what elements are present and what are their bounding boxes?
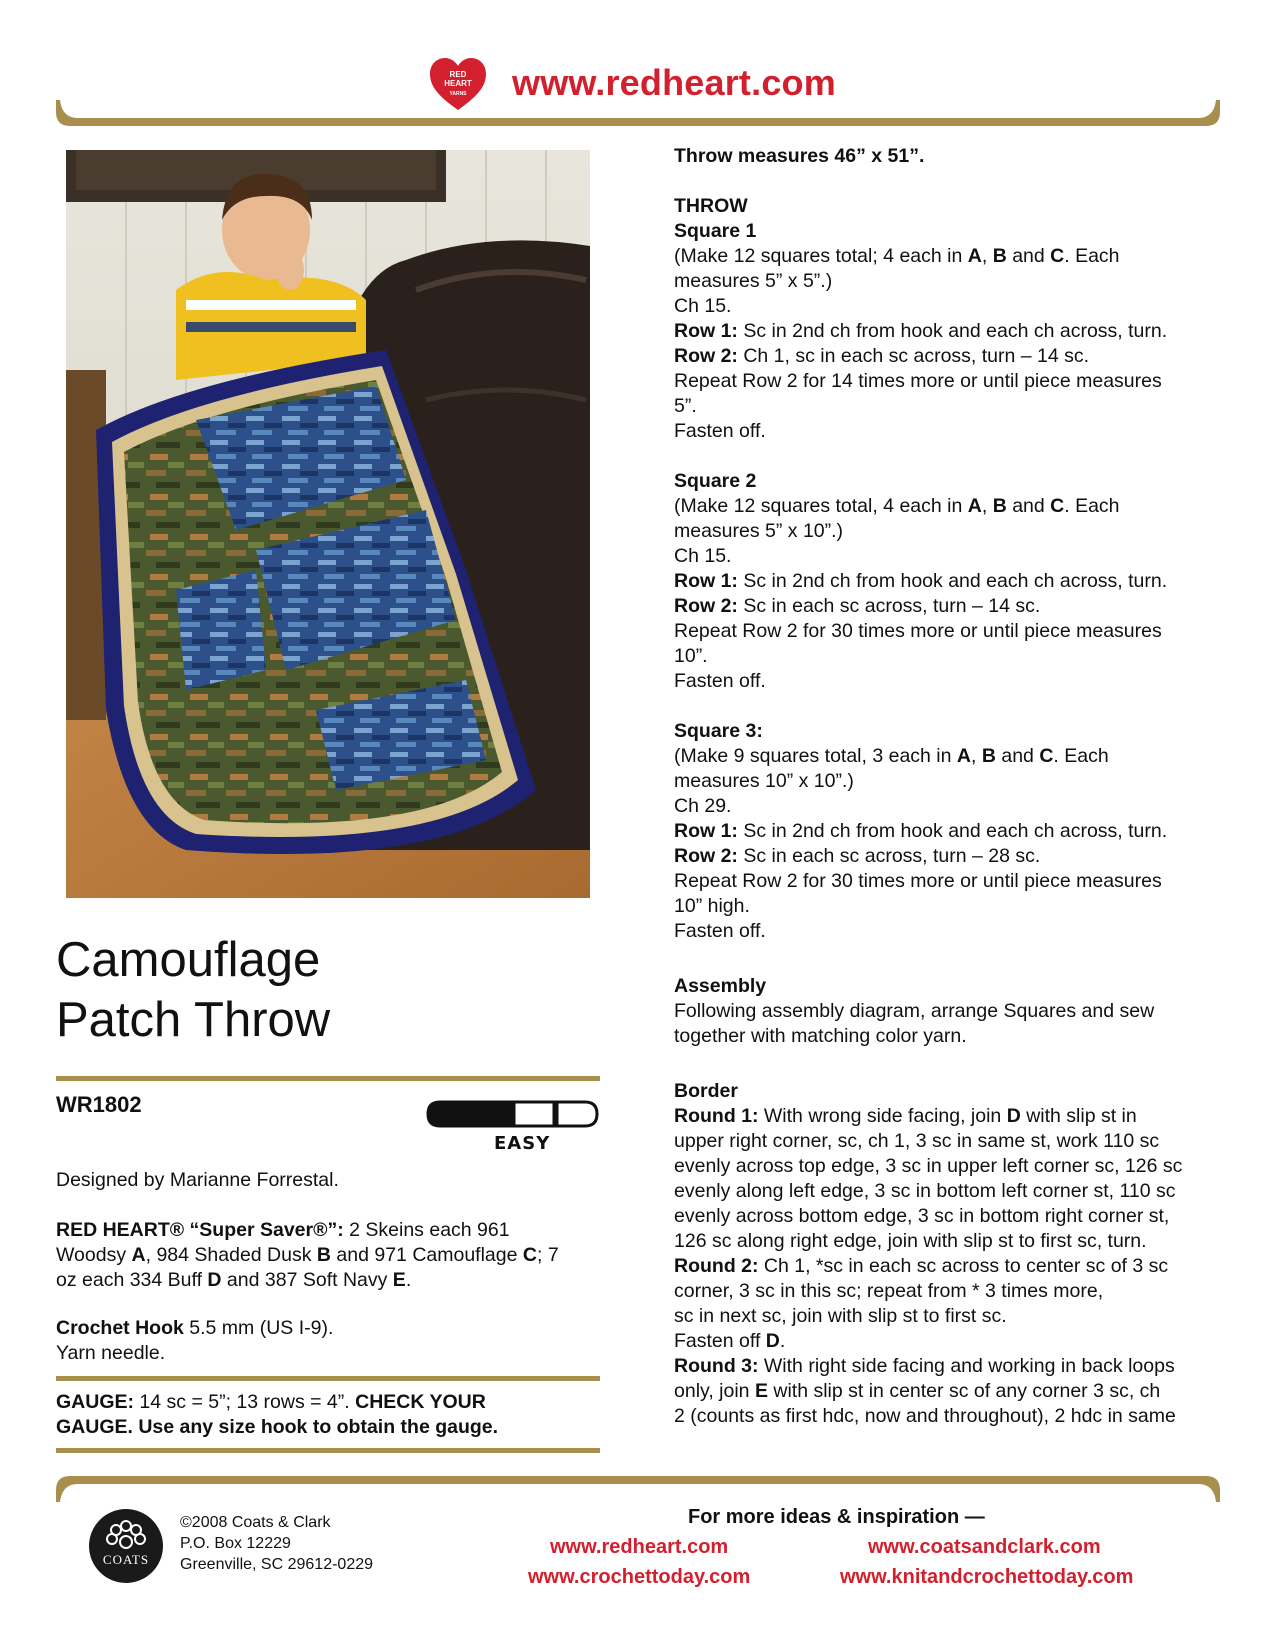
hook-label: Crochet Hook bbox=[56, 1317, 184, 1339]
instruction-text: evenly across top edge, 3 sc in upper left corner sc, 126 sc bbox=[674, 1155, 1183, 1177]
product-photo bbox=[66, 150, 590, 898]
instruction-text: with slip st in bbox=[1020, 1105, 1137, 1127]
yarn-letter: C bbox=[1039, 745, 1054, 767]
logo-text-heart: HEART bbox=[444, 79, 472, 88]
instruction-text: 10” high. bbox=[674, 895, 750, 917]
yarn-letter: D bbox=[207, 1269, 222, 1291]
title-line-2: Patch Throw bbox=[56, 993, 331, 1047]
instruction-text: together with matching color yarn. bbox=[674, 1025, 967, 1047]
yarn-letter: D bbox=[1006, 1105, 1021, 1127]
round-label: Round 1: bbox=[674, 1105, 759, 1127]
instruction-text: Ch 15. bbox=[674, 545, 732, 567]
instruction-text: measures 10” x 10”.) bbox=[674, 770, 854, 792]
pattern-title bbox=[56, 930, 330, 1050]
po-box: P.O. Box 12229 bbox=[180, 1535, 291, 1552]
link-crochettoday[interactable]: www.crochettoday.com bbox=[528, 1566, 751, 1588]
coats-logo[interactable] bbox=[88, 1508, 164, 1584]
top-decorative-band bbox=[56, 100, 1220, 140]
designer-credit: Designed by Marianne Forrestal. bbox=[56, 1169, 339, 1191]
instruction-text: evenly across bottom edge, 3 sc in bottom right corner st, bbox=[674, 1205, 1170, 1227]
yarn-letter: A bbox=[131, 1244, 146, 1266]
gauge-info bbox=[56, 1390, 616, 1440]
instruction-text: and bbox=[1006, 245, 1051, 267]
instruction-text: evenly along left edge, 3 sc in bottom left corner st, 110 sc bbox=[674, 1180, 1176, 1202]
instruction-text: Fasten off bbox=[674, 1330, 766, 1352]
row-label: Row 2: bbox=[674, 345, 738, 367]
assembly-heading: Assembly bbox=[674, 975, 767, 997]
yarn-letter: E bbox=[754, 1380, 768, 1402]
instruction-text: , bbox=[971, 745, 982, 767]
instruction-text: 2 (counts as first hdc, now and throughout), 2 hdc in same bbox=[674, 1405, 1176, 1427]
yarn-requirements bbox=[56, 1218, 616, 1293]
gauge-check: CHECK YOUR bbox=[355, 1391, 486, 1413]
instruction-text: (Make 12 squares total; 4 each in bbox=[674, 245, 968, 267]
link-knitandcrochettoday[interactable]: www.knitandcrochettoday.com bbox=[840, 1566, 1134, 1588]
instruction-text: Repeat Row 2 for 30 times more or until piece measures bbox=[674, 620, 1162, 642]
logo-text-red: RED bbox=[449, 70, 467, 79]
instruction-text: Sc in 2nd ch from hook and each ch across, turn. bbox=[737, 570, 1168, 592]
logo-text-yarns: YARNS bbox=[449, 91, 467, 97]
instruction-text: with slip st in center sc of any corner 3 sc, ch bbox=[767, 1380, 1161, 1402]
gauge-text: 14 sc = 5”; 13 rows = 4”. bbox=[134, 1391, 356, 1413]
instruction-text: and bbox=[995, 745, 1040, 767]
yarn-text: . bbox=[405, 1269, 412, 1291]
publisher-address bbox=[180, 1512, 373, 1575]
instruction-text: Sc in 2nd ch from hook and each ch across, turn. bbox=[737, 320, 1168, 342]
row-label: Row 1: bbox=[674, 570, 738, 592]
bottom-decorative-band bbox=[56, 1462, 1220, 1502]
instruction-text: Repeat Row 2 for 14 times more or until piece measures bbox=[674, 370, 1162, 392]
yarn-letter: B bbox=[316, 1244, 331, 1266]
instruction-text: Ch 29. bbox=[674, 795, 732, 817]
gauge-line-2: GAUGE. Use any size hook to obtain the gauge. bbox=[56, 1416, 499, 1438]
instruction-text: upper right corner, sc, ch 1, 3 sc in same st, work 110 sc bbox=[674, 1130, 1160, 1152]
instruction-text: Sc in each sc across, turn – 14 sc. bbox=[737, 595, 1041, 617]
border-heading: Border bbox=[674, 1080, 738, 1102]
square-3-heading: Square 3: bbox=[674, 720, 763, 742]
instruction-text: (Make 9 squares total, 3 each in bbox=[674, 745, 957, 767]
skill-segment-filled bbox=[428, 1102, 468, 1126]
instruction-text: Following assembly diagram, arrange Squares and sew bbox=[674, 1000, 1155, 1022]
skill-segment-empty bbox=[557, 1102, 597, 1126]
link-coatsandclark[interactable]: www.coatsandclark.com bbox=[868, 1536, 1101, 1558]
instruction-text: Ch 1, *sc in each sc across to center sc of 3 sc bbox=[758, 1255, 1169, 1277]
yarn-text: , 984 Shaded Dusk bbox=[145, 1244, 317, 1266]
yarn-letter: C bbox=[1050, 495, 1065, 517]
yarn-letter: B bbox=[981, 745, 996, 767]
instruction-text: Ch 15. bbox=[674, 295, 732, 317]
instruction-text: 10”. bbox=[674, 645, 708, 667]
instruction-text: Fasten off. bbox=[674, 670, 766, 692]
yarn-letter: B bbox=[992, 245, 1007, 267]
instruction-text: Repeat Row 2 for 30 times more or until piece measures bbox=[674, 870, 1162, 892]
yarn-letter: B bbox=[992, 495, 1007, 517]
yarn-text: and 387 Soft Navy bbox=[221, 1269, 393, 1291]
skill-level-label: EASY bbox=[494, 1133, 551, 1154]
instruction-text: Fasten off. bbox=[674, 920, 766, 942]
row-label: Row 1: bbox=[674, 820, 738, 842]
instruction-text: only, join bbox=[674, 1380, 755, 1402]
instruction-text: measures 5” x 5”.) bbox=[674, 270, 833, 292]
yarn-text: and 971 Camouflage bbox=[331, 1244, 523, 1266]
instructions-column bbox=[674, 144, 1234, 1429]
yarn-letter: C bbox=[522, 1244, 537, 1266]
instruction-text: . Each bbox=[1064, 245, 1120, 267]
tools-list bbox=[56, 1316, 616, 1366]
row-label: Row 2: bbox=[674, 595, 738, 617]
instruction-text: sc in next sc, join with slip st to first sc. bbox=[674, 1305, 1007, 1327]
instruction-text: (Make 12 squares total, 4 each in bbox=[674, 495, 968, 517]
skill-level-icon bbox=[426, 1098, 602, 1130]
yarn-text: ; 7 bbox=[536, 1244, 559, 1266]
instruction-text: . Each bbox=[1053, 745, 1109, 767]
coats-logo-text: COATS bbox=[102, 1552, 150, 1567]
yarn-letter: E bbox=[392, 1269, 406, 1291]
copyright: ©2008 Coats & Clark bbox=[180, 1514, 331, 1531]
instruction-text: , bbox=[981, 495, 993, 517]
divider-rule bbox=[56, 1448, 600, 1453]
skill-segment-filled bbox=[471, 1102, 511, 1126]
instruction-text: Sc in 2nd ch from hook and each ch across, turn. bbox=[737, 820, 1168, 842]
instruction-text: . bbox=[779, 1330, 786, 1352]
yarn-text: oz each 334 Buff bbox=[56, 1269, 208, 1291]
skill-segment-empty bbox=[514, 1102, 554, 1126]
throw-measures: Throw measures 46” x 51”. bbox=[674, 145, 925, 167]
square-2-heading: Square 2 bbox=[674, 470, 757, 492]
instruction-text: With wrong side facing, join bbox=[758, 1105, 1007, 1127]
yarn-letter: A bbox=[967, 245, 982, 267]
city: Greenville, SC 29612-0229 bbox=[180, 1556, 374, 1573]
instruction-text: corner, 3 sc in this sc; repeat from * 3 times more, bbox=[674, 1280, 1104, 1302]
instruction-text: , bbox=[981, 245, 993, 267]
yarn-letter: C bbox=[1050, 245, 1065, 267]
instruction-text: Sc in each sc across, turn – 28 sc. bbox=[737, 845, 1041, 867]
instruction-text: and bbox=[1006, 495, 1051, 517]
instruction-text: Fasten off. bbox=[674, 420, 766, 442]
yarn-letter: A bbox=[956, 745, 971, 767]
hook-text: 5.5 mm (US I-9). bbox=[183, 1317, 334, 1339]
round-label: Round 2: bbox=[674, 1255, 759, 1277]
round-label: Round 3: bbox=[674, 1355, 759, 1377]
title-line-1: Camouflage bbox=[56, 933, 321, 987]
gauge-label: GAUGE: bbox=[56, 1391, 134, 1413]
pattern-code: WR1802 bbox=[56, 1092, 142, 1117]
link-redheart[interactable]: www.redheart.com bbox=[550, 1536, 729, 1558]
row-label: Row 2: bbox=[674, 845, 738, 867]
instruction-text: 126 sc along right edge, join with slip st to first sc, turn. bbox=[674, 1230, 1147, 1252]
section-heading-throw: THROW bbox=[674, 195, 748, 217]
divider-rule bbox=[56, 1376, 600, 1381]
instruction-text: measures 5” x 10”.) bbox=[674, 520, 844, 542]
instruction-text: 5”. bbox=[674, 395, 697, 417]
yarn-label: RED HEART® “Super Saver®”: bbox=[56, 1219, 344, 1241]
square-1-heading: Square 1 bbox=[674, 220, 757, 242]
row-label: Row 1: bbox=[674, 320, 738, 342]
divider-rule bbox=[56, 1076, 600, 1081]
yarn-text: 2 Skeins each 961 bbox=[343, 1219, 510, 1241]
instruction-text: Ch 1, sc in each sc across, turn – 14 sc. bbox=[737, 345, 1090, 367]
yarn-text: Woodsy bbox=[56, 1244, 132, 1266]
instruction-text: . Each bbox=[1064, 495, 1120, 517]
site-url-link[interactable]: www.redheart.com bbox=[512, 62, 836, 103]
yarn-letter: A bbox=[967, 495, 982, 517]
yarn-letter: D bbox=[765, 1330, 780, 1352]
more-ideas-heading: For more ideas & inspiration — bbox=[688, 1506, 985, 1528]
instruction-text: With right side facing and working in back loops bbox=[758, 1355, 1175, 1377]
needle-text: Yarn needle. bbox=[56, 1342, 166, 1364]
